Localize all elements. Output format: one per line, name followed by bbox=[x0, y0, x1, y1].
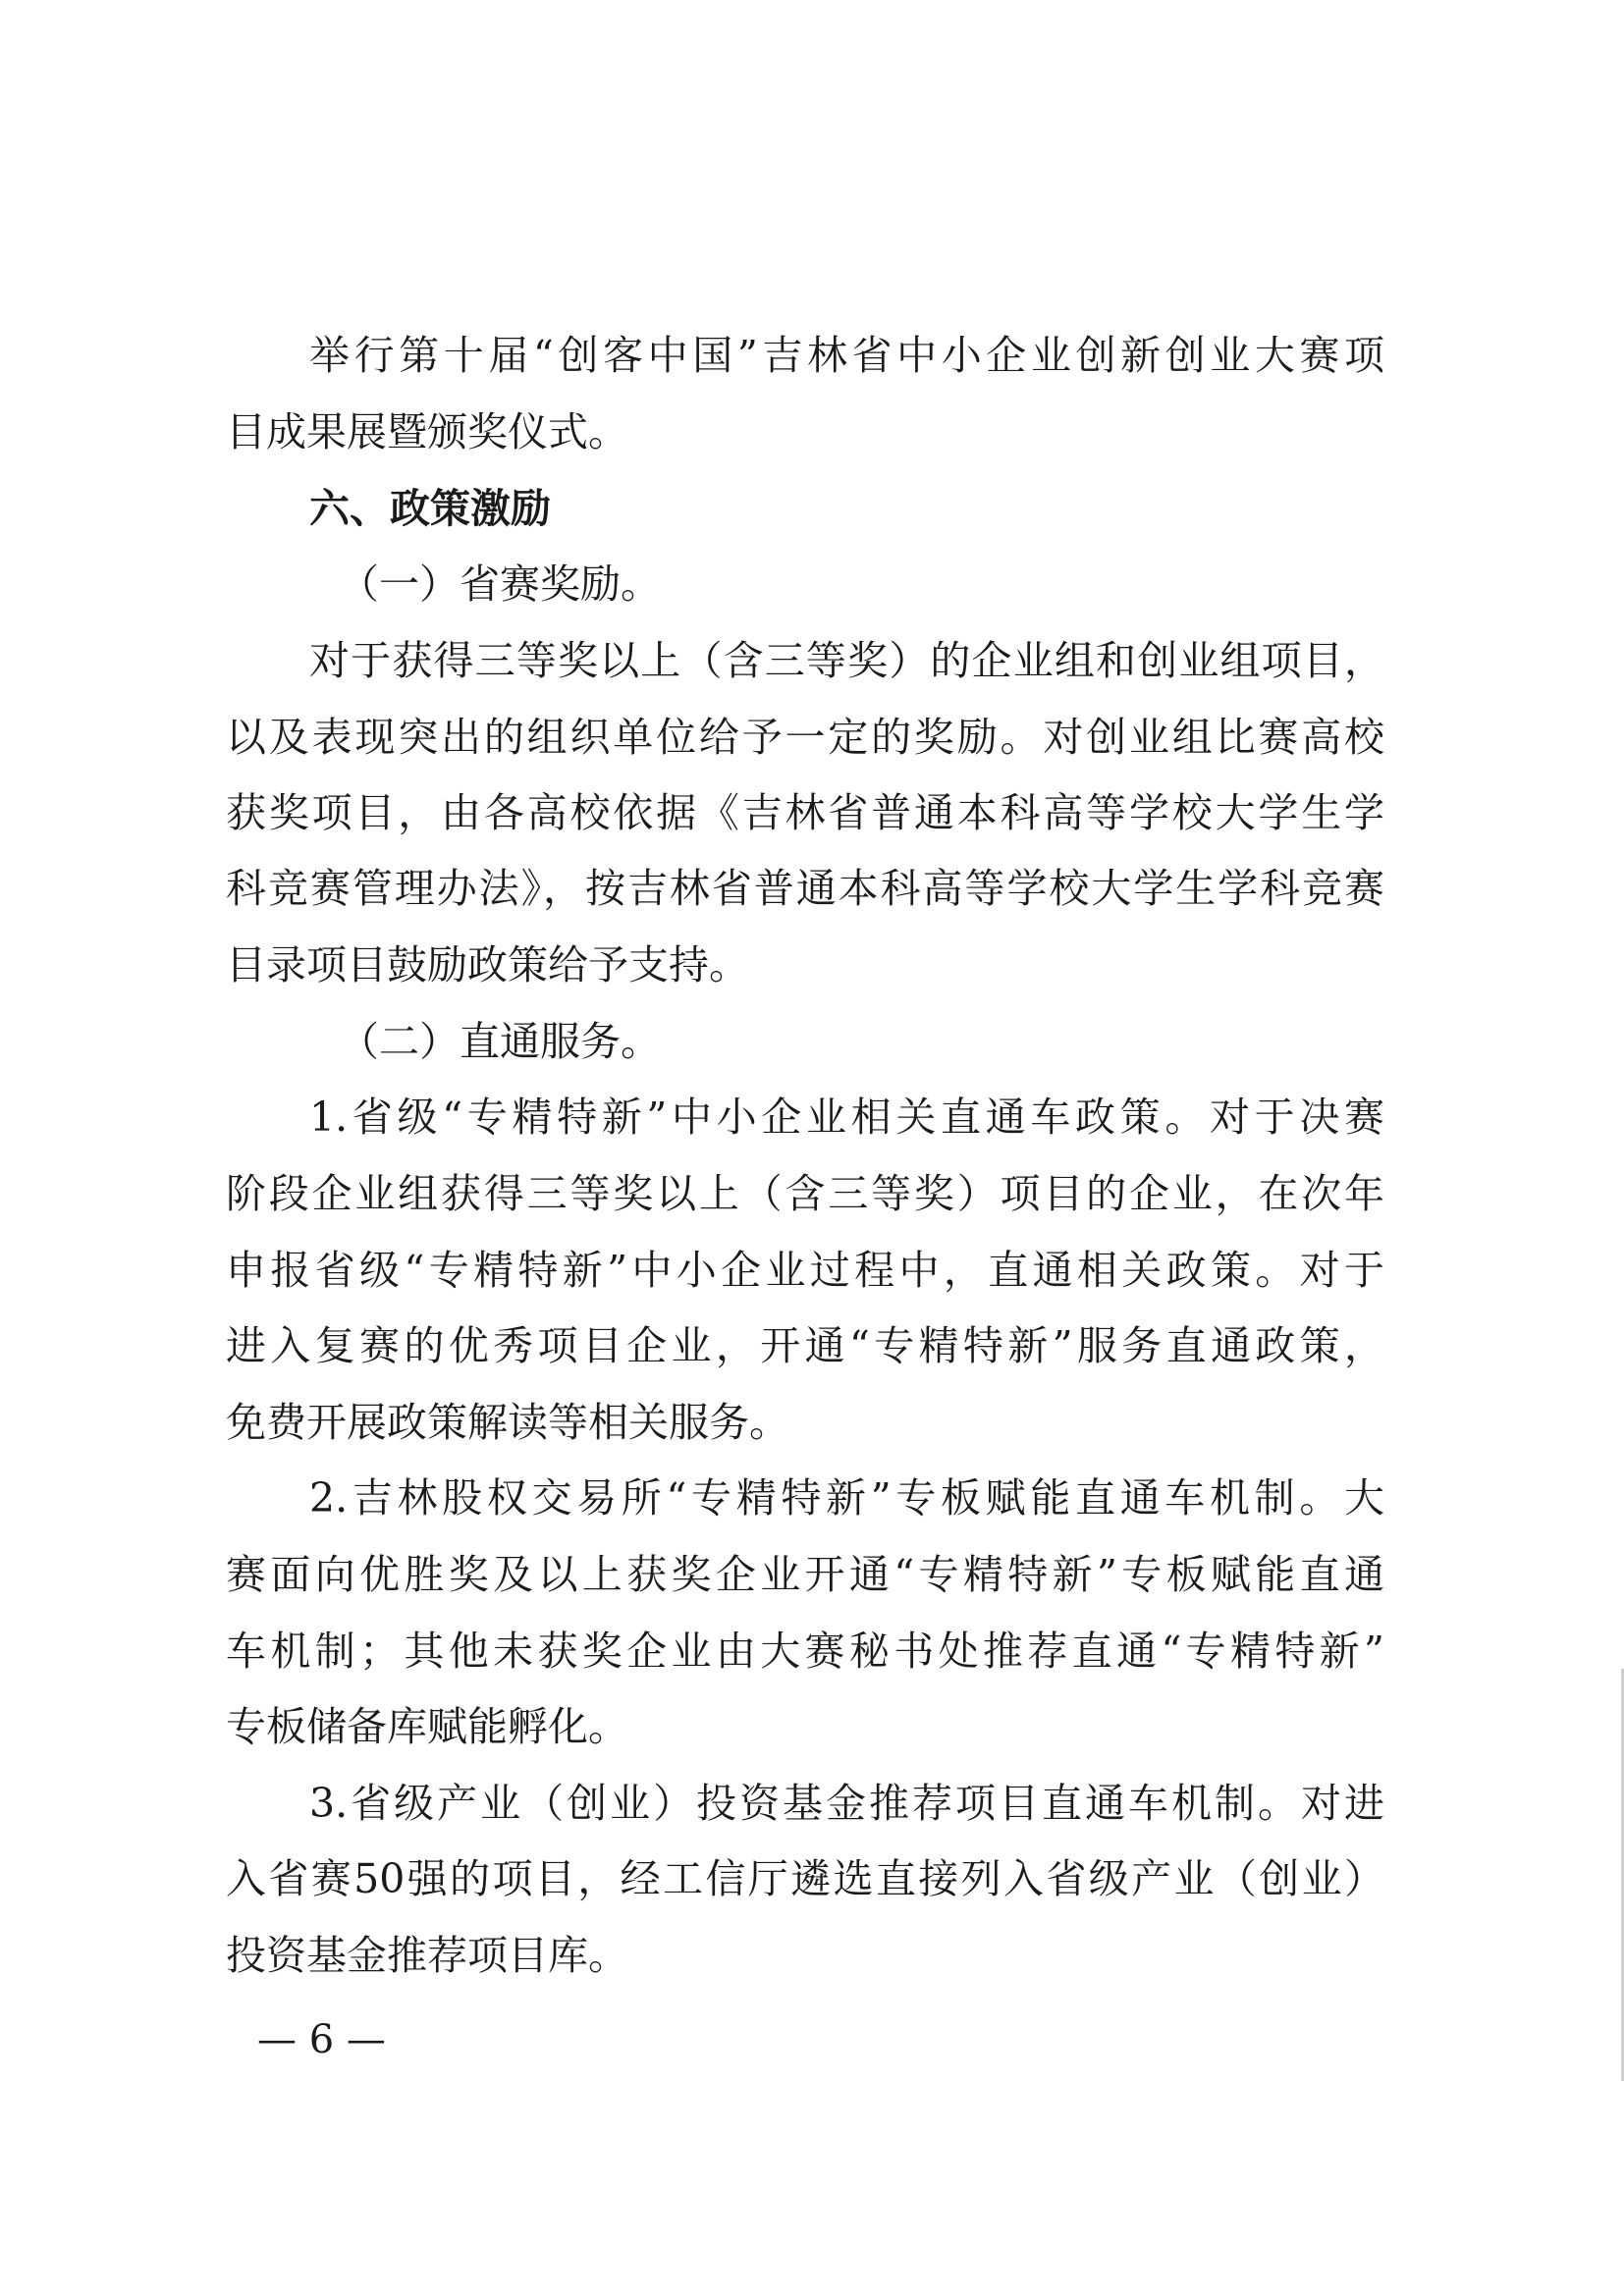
paragraph-line: 目成果展暨颁奖仪式。 bbox=[226, 408, 628, 455]
page-number: — 6 — bbox=[257, 2017, 386, 2062]
paragraph-line: 目录项目鼓励政策给予支持。 bbox=[226, 941, 749, 988]
paragraph-line: 1.省级“专精特新”中小企业相关直通车政策。对于决赛 bbox=[309, 1094, 1384, 1141]
paragraph-line: 3.省级产业（创业）投资基金推荐项目直通车机制。对进 bbox=[309, 1780, 1384, 1827]
subsection-heading: （一）省赛奖励。 bbox=[339, 561, 661, 608]
paragraph-line: 申报省级“专精特新”中小企业过程中，直通相关政策。对于 bbox=[226, 1247, 1384, 1294]
section-heading: 六、政策激励 bbox=[309, 485, 551, 532]
paragraph-line: 入省赛50强的项目，经工信厅遴选直接列入省级产业（创业） bbox=[226, 1855, 1384, 1902]
paragraph-line: 免费开展政策解读等相关服务。 bbox=[226, 1399, 789, 1446]
paragraph-line: 专板储备库赋能孵化。 bbox=[226, 1703, 628, 1750]
paragraph-line: 2.吉林股权交易所“专精特新”专板赋能直通车机制。大 bbox=[309, 1474, 1384, 1522]
paragraph-line: 对于获得三等奖以上（含三等奖）的企业组和创业组项目， bbox=[309, 637, 1384, 684]
paragraph-line: 投资基金推荐项目库。 bbox=[226, 1932, 628, 1979]
subsection-heading: （二）直通服务。 bbox=[339, 1018, 661, 1065]
paragraph-line: 以及表现突出的组织单位给予一定的奖励。对创业组比赛高校 bbox=[226, 714, 1384, 761]
paragraph-line: 科竞赛管理办法》，按吉林省普通本科高等学校大学生学科竞赛 bbox=[226, 865, 1384, 912]
paragraph-line: 进入复赛的优秀项目企业，开通“专精特新”服务直通政策， bbox=[226, 1322, 1384, 1369]
paragraph-line: 获奖项目，由各高校依据《吉林省普通本科高等学校大学生学 bbox=[226, 789, 1384, 836]
paragraph-line: 举行第十届“创客中国”吉林省中小企业创新创业大赛项 bbox=[309, 332, 1384, 379]
paragraph-line: 阶段企业组获得三等奖以上（含三等奖）项目的企业，在次年 bbox=[226, 1170, 1384, 1217]
paragraph-line: 赛面向优胜奖及以上获奖企业开通“专精特新”专板赋能直通 bbox=[226, 1551, 1384, 1598]
paragraph-line: 车机制；其他未获奖企业由大赛秘书处推荐直通“专精特新” bbox=[226, 1628, 1384, 1675]
